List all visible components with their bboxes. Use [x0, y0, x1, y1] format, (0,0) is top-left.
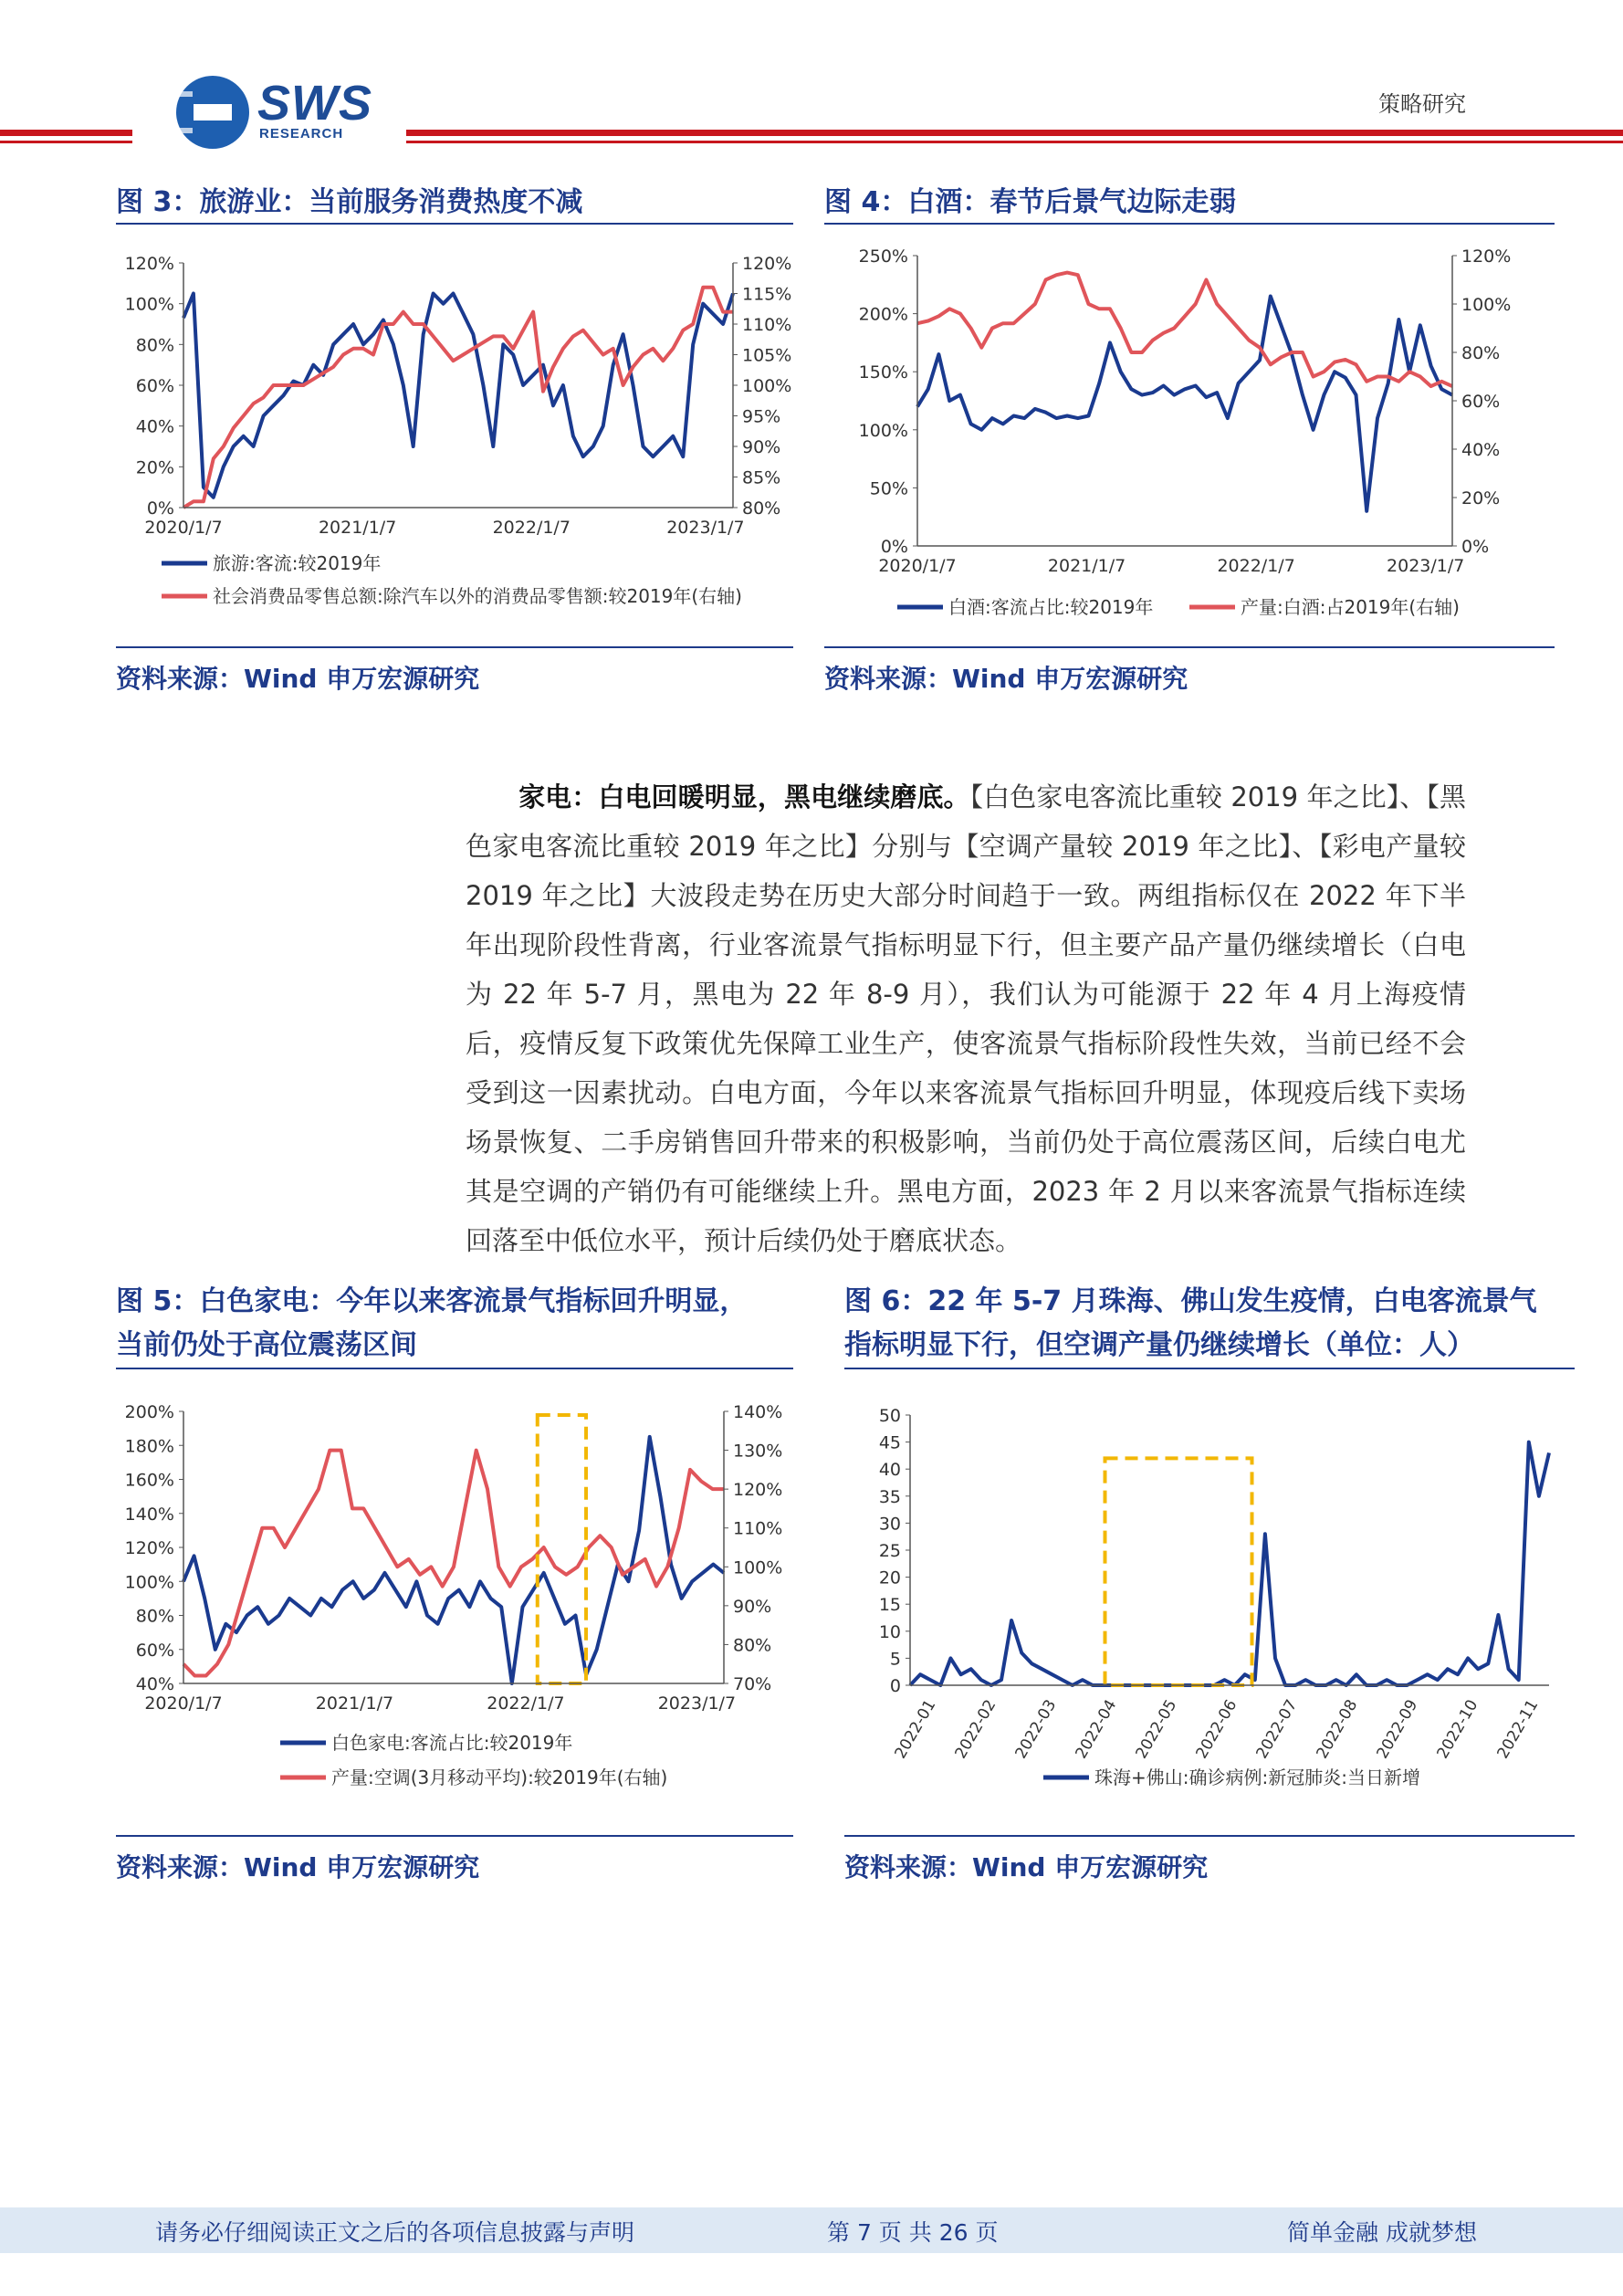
y2-tick-label: 60% [1461, 392, 1501, 412]
y-tick-label: 25 [878, 1541, 901, 1561]
header-rule-left [0, 130, 132, 136]
legend-label: 白色家电:客流占比:较2019年 [331, 1732, 573, 1754]
y-tick-label: 50% [869, 478, 908, 499]
footer-disclaimer: 请务必仔细阅读正文之后的各项信息披露与声明 [155, 2219, 635, 2246]
header-rule-right-thin [406, 141, 1623, 143]
footer-page-number: 第 7 页 共 26 页 [827, 2219, 999, 2246]
y2-tick-label: 120% [742, 254, 792, 274]
figure-5-title-line1: 图 5：白色家电：今年以来客流景气指标回升明显， [116, 1285, 748, 1317]
y-tick-label: 120% [124, 254, 174, 274]
series-line-2 [183, 288, 733, 508]
y2-tick-label: 110% [733, 1518, 783, 1539]
y2-tick-label: 130% [733, 1441, 783, 1462]
y-tick-label: 35 [878, 1486, 901, 1507]
y-tick-label: 100% [858, 420, 908, 441]
x-tick-label: 2023/1/7 [666, 518, 745, 538]
x-tick-label: 2022-07 [1252, 1696, 1302, 1763]
x-tick-label: 2023/1/7 [1387, 556, 1465, 576]
figure-5-chart [116, 1397, 793, 1808]
y2-tick-label: 105% [742, 345, 792, 366]
y-tick-label: 200% [858, 304, 908, 325]
x-tick-label: 2021/1/7 [318, 518, 397, 538]
x-tick-label: 2020/1/7 [878, 556, 957, 576]
figure-6-title-line2: 指标明显下行，但空调产量仍继续增长（单位：人） [844, 1329, 1474, 1361]
x-tick-label: 2022/1/7 [1217, 556, 1295, 576]
y2-tick-label: 40% [1461, 440, 1501, 460]
paragraph-lead: 家电：白电回暖明显，黑电继续磨底。 [518, 781, 970, 813]
y-tick-label: 60% [135, 376, 174, 396]
figure-3-chart [116, 239, 793, 632]
y2-tick-label: 110% [742, 315, 792, 335]
y-tick-label: 5 [889, 1649, 901, 1670]
x-tick-label: 2022-04 [1072, 1696, 1121, 1763]
series-line-1 [917, 297, 1452, 511]
y2-tick-label: 120% [733, 1480, 783, 1501]
x-tick-label: 2022-06 [1192, 1696, 1241, 1763]
figure-5-title-line2: 当前仍处于高位震荡区间 [116, 1329, 417, 1361]
x-tick-label: 2021/1/7 [315, 1693, 394, 1714]
figure-4-chart [824, 239, 1555, 632]
legend-label: 珠海+佛山:确诊病例:新冠肺炎:当日新增 [1094, 1767, 1420, 1788]
x-tick-label: 2021/1/7 [1047, 556, 1126, 576]
fig6-axes [879, 1406, 1549, 1788]
y-tick-label: 60% [135, 1640, 174, 1661]
figure-6-source: 资料来源：Wind 申万宏源研究 [844, 1852, 1209, 1882]
y-tick-label: 30 [878, 1514, 901, 1535]
logo-subtitle: RESEARCH [259, 126, 344, 142]
series-line-1 [910, 1442, 1549, 1685]
y-tick-label: 15 [878, 1595, 901, 1616]
body-paragraph [466, 772, 1466, 1265]
section-label: 策略研究 [1378, 91, 1466, 117]
y2-tick-label: 115% [742, 284, 792, 305]
x-tick-label: 2022-11 [1493, 1696, 1543, 1763]
figure-4-source: 资料来源：Wind 申万宏源研究 [824, 664, 1188, 694]
y2-tick-label: 70% [733, 1674, 772, 1694]
y-tick-label: 80% [135, 1606, 174, 1627]
legend-label: 白酒:客流占比:较2019年 [948, 596, 1154, 618]
fig4-plot-lines [917, 273, 1452, 511]
figure-6-title-line1: 图 6：22 年 5-7 月珠海、佛山发生疫情，白电客流景气 [844, 1285, 1537, 1317]
y-tick-label: 100% [124, 1572, 174, 1593]
x-tick-label: 2020/1/7 [144, 1693, 223, 1714]
figure-4-bottom-rule [824, 646, 1555, 648]
logo-wordmark: SWS [257, 76, 373, 131]
y2-tick-label: 85% [742, 467, 781, 488]
x-tick-label: 2022-08 [1313, 1696, 1362, 1763]
y-tick-label: 0% [146, 498, 174, 519]
y2-tick-label: 90% [742, 437, 781, 457]
y2-tick-label: 100% [742, 376, 792, 396]
series-line-2 [917, 273, 1452, 387]
figure-3-bottom-rule [116, 646, 793, 648]
figure-4-top-rule [824, 223, 1555, 225]
y-tick-label: 0% [880, 537, 908, 557]
x-tick-label: 2022-09 [1373, 1696, 1422, 1763]
y-tick-label: 180% [124, 1436, 174, 1457]
x-tick-label: 2020/1/7 [144, 518, 223, 538]
figure-3-top-rule [116, 223, 793, 225]
y2-tick-label: 80% [733, 1635, 772, 1656]
paragraph-body: 【白色家电客流比重较 2019 年之比】、【黑色家电客流比重较 2019 年之比】分别与【空调产量较 2019 年之比】、【彩电产量较 2019 年之比】大波段走势在历史大部分时间趋于一致。两组指标仅在 2022 年下半年出现阶段性背离，行业客流景气指标明显下行，但主要产品产量仍继续增长（白电为 22 年 5-7 月，黑电为 22 年 8-9 月），我们认为可能源于 22 年 4 月上海疫情后，疫情反复下政策优先保障工业生产，使客流景气指标阶段性失效，当前已经不会受到这一因素扰动。白电方面，今年以来客流景气指标回升明显，体现疫后线下卖场场景恢复、二手房销售回升带来的积极影响，当前仍处于高位震荡区间，后续白电尤其是空调的产销仍有可能继续上升。黑电方面，2023 年 2 月以来客流景气指标连续回落至中低位水平，预计后续仍处于磨底状态。 [466, 781, 1466, 1256]
y2-tick-label: 20% [1461, 488, 1501, 508]
legend-label: 产量:空调(3月移动平均):较2019年(右轴) [331, 1767, 668, 1788]
y-tick-label: 250% [858, 246, 908, 267]
figure-3-source: 资料来源：Wind 申万宏源研究 [116, 664, 480, 694]
y-tick-label: 40% [135, 1674, 174, 1694]
footer-slogan: 简单金融 成就梦想 [1287, 2219, 1477, 2246]
x-tick-label: 2022/1/7 [492, 518, 571, 538]
y-tick-label: 140% [124, 1504, 174, 1525]
y-tick-label: 80% [135, 335, 174, 356]
y2-tick-label: 120% [1461, 246, 1512, 267]
figure-5-bottom-rule [116, 1835, 793, 1837]
legend-label: 产量:白酒:占2019年(右轴) [1241, 596, 1460, 618]
x-tick-label: 2022-03 [1011, 1696, 1061, 1763]
fig3-plot-lines [183, 288, 733, 508]
y-tick-label: 50 [878, 1406, 901, 1426]
y2-tick-label: 95% [742, 406, 781, 427]
y2-tick-label: 100% [1461, 295, 1512, 315]
y-tick-label: 40 [878, 1460, 901, 1481]
y-tick-label: 10 [878, 1621, 901, 1642]
figure-3-title: 图 3：旅游业：当前服务消费热度不减 [116, 186, 583, 218]
y2-tick-label: 90% [733, 1596, 772, 1617]
figure-4-title: 图 4：白酒：春节后景气边际走弱 [824, 186, 1237, 218]
x-tick-label: 2023/1/7 [657, 1693, 737, 1714]
figure-6-top-rule [844, 1368, 1575, 1369]
figure-6-chart [844, 1397, 1575, 1808]
y-tick-label: 160% [124, 1470, 174, 1491]
y2-tick-label: 0% [1461, 537, 1490, 557]
y-tick-label: 200% [124, 1402, 174, 1422]
y-tick-label: 0 [889, 1676, 901, 1696]
y-tick-label: 20% [135, 457, 174, 478]
y2-tick-label: 80% [1461, 343, 1501, 363]
sws-logo-icon [173, 73, 252, 152]
x-tick-label: 2022/1/7 [487, 1693, 565, 1714]
y2-tick-label: 80% [742, 498, 781, 519]
fig6-plot-lines [910, 1442, 1549, 1685]
x-tick-label: 2022-10 [1433, 1696, 1482, 1763]
figure-6-bottom-rule [844, 1835, 1575, 1837]
y-tick-label: 120% [124, 1538, 174, 1558]
x-tick-label: 2022-05 [1132, 1696, 1181, 1763]
fig5-plot-lines [183, 1415, 724, 1683]
legend-label: 社会消费品零售总额:除汽车以外的消费品零售额:较2019年(右轴) [213, 585, 742, 607]
header-rule-right [406, 130, 1623, 136]
y2-tick-label: 100% [733, 1557, 783, 1578]
y-tick-label: 100% [124, 294, 174, 315]
figure-5-source: 资料来源：Wind 申万宏源研究 [116, 1852, 480, 1882]
x-tick-label: 2022-01 [891, 1696, 940, 1763]
header-rule-left-thin [0, 141, 132, 143]
fig4-axes [859, 246, 1512, 618]
y-tick-label: 150% [858, 362, 908, 383]
y2-tick-label: 140% [733, 1402, 783, 1422]
figure-5-top-rule [116, 1368, 793, 1369]
x-tick-label: 2022-02 [951, 1696, 1000, 1763]
y-tick-label: 40% [135, 416, 174, 437]
y-tick-label: 45 [878, 1432, 901, 1453]
y-tick-label: 20 [878, 1567, 901, 1588]
highlight-box [1105, 1458, 1252, 1685]
legend-label: 旅游:客流:较2019年 [213, 552, 382, 574]
